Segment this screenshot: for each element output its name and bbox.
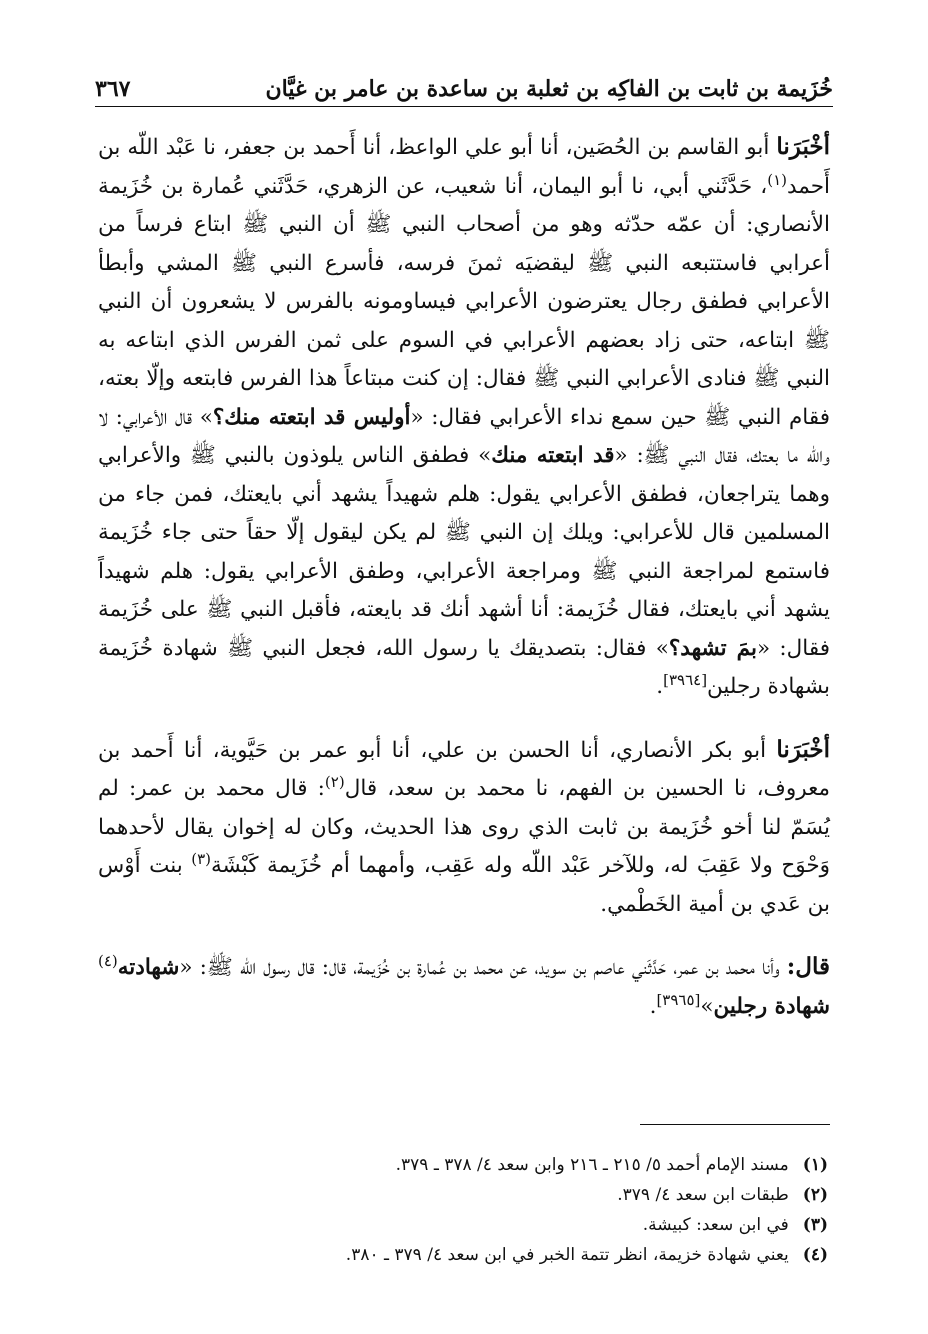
footnote-number: (٣) <box>802 1215 828 1235</box>
hadith-number-3965: [٣٩٦٥] <box>656 990 701 1009</box>
footnote-text: طبقات ابن سعد ٤/ ٣٧٩. <box>617 1185 789 1205</box>
hadith-number-3964: [٣٩٦٤] <box>663 670 708 689</box>
footnote-number: (٤) <box>802 1245 828 1265</box>
footnote-ref-4[interactable]: (٤) <box>98 951 118 970</box>
paragraph-2-lead: أخْبَرَنا <box>776 735 830 763</box>
paragraph-3-text-2: » <box>700 993 714 1019</box>
paragraph-1-text-2: ، حَدَّثَني أبي، نا أبو اليمان، أنا شعيب، عن الزهري، حَدَّثَني عُمارة بن خُزَيمة الأنصاري: أن عمّه حدّثه وهو من أصحاب النبي ﷺ أن النبي ﷺ ابتاع فرساً من أعرابي فاستتبعه النبي ﷺ ليقضيَه ثمنَ فرسه، فأسرع النبي ﷺ المشي وأبطأ الأعرابي فطفق رجال يعترضون الأعرابي فيساومونه بالفرس لا يشعرون أن النبي ﷺ ابتاعه، حتى زاد بعضهم الأعرابي في السوم على ثمن الفرس الذي ابتاعه به النبي ﷺ فنادى الأعرابي النبي ﷺ فقال: إن كنت مبتاعاً هذا الفرس فابتعه وإلّا بعته، فقام النبي ﷺ حين سمع نداء الأعرابي فقال: « <box>98 173 830 430</box>
footnote-4 <box>98 1240 828 1270</box>
footnote-number: (٢) <box>802 1185 828 1205</box>
paragraph-2-text-2: : قال محمد بن عمر: لم يُسَمّ لنا أخو خُزَيمة بن ثابت الذي روى هذا الحديث، وكان له إخوان يقال لأحدهما وَحْوَح ولا عَقِبَ له، وللآخر عَبْد اللّه وله عَقِب، وأمهما أم خُزَيمة كَبْشَة <box>98 776 830 878</box>
paragraph-1 <box>98 128 830 707</box>
paragraph-1-text-4: » فطفق الناس يلوذون بالنبي ﷺ والأعرابي وهما يتراجعان، فطفق الأعرابي يقول: هلم شهيداً يشهد أني بايعتك، فمن جاء من المسلمين قال للأعرابي: ويلك إن النبي ﷺ لم يكن ليقول إلّا حقاً حتى جاء خُزَيمة فاستمع لمراجعة النبي ﷺ ومراجعة الأعرابي، وطفق الأعرابي يقول: هلم شهيداً يشهد أني بايعتك، فقال خُزَيمة: أنا أشهد أنك قد بايعته، فأقبل النبي ﷺ على خُزَيمة فقال: « <box>98 443 830 661</box>
paragraph-1-text-5: » فقال: بتصديقك يا رسول الله، فجعل النبي ﷺ شهادة خُزَيمة بشهادة رجلين <box>98 635 830 699</box>
paragraph-1-lead: أخْبَرَنا <box>776 133 830 160</box>
footnote-3 <box>98 1210 828 1240</box>
page-number: ٣٦٧ <box>95 76 131 102</box>
footnote-ref-2[interactable]: (٢) <box>324 772 345 791</box>
paragraph-2-text-1: أبو بكر الأنصاري، أنا الحسن بن علي، أنا أبو عمر بن حَيَّوية، أنا أَحمد بن معروف، نا الحسين بن الفهم، نا محمد بن سعد، قال <box>98 737 830 801</box>
footnote-text: في ابن سعد: كبيشة. <box>642 1215 789 1235</box>
paragraph-3-text-3: . <box>649 993 657 1019</box>
footnotes <box>98 1150 828 1270</box>
footnote-ref-1[interactable]: (١) <box>767 170 788 189</box>
footnote-text: مسند الإمام أحمد ٥/ ٢١٥ ـ ٢١٦ وابن سعد ٤/ ٣٧٨ ـ ٣٧٩. <box>395 1155 789 1175</box>
quote-3: بمَ تشهد؟ <box>668 635 757 661</box>
main-text <box>98 128 830 1026</box>
quote-5: شهادة رجلين <box>713 993 830 1019</box>
paragraph-2 <box>98 731 830 925</box>
paragraph-1-text-3: » قال الأعرابي: لا والله ما بعتك، فقال النبي ﷺ: « <box>98 404 830 468</box>
paragraph-2-text-3: بنت أَوْس بن عَدي بن أمية الخَطْمي. <box>98 853 830 917</box>
paragraph-1-text-6: . <box>656 674 664 699</box>
quote-4: شهادته <box>117 955 180 980</box>
running-header <box>95 62 833 102</box>
footnote-2 <box>98 1180 828 1210</box>
footnote-text: يعني شهادة خزيمة، انظر تتمة الخبر في ابن سعد ٤/ ٣٧٩ ـ ٣٨٠. <box>345 1245 789 1265</box>
header-rule <box>95 106 833 107</box>
footnote-ref-3[interactable]: (٣) <box>191 849 212 868</box>
paragraph-3 <box>98 948 830 1026</box>
paragraph-3-text-1: وأنا محمد بن عمر، حَدَّثَني عاصم بن سويد، عن محمد بن عُمارة بن خُزَيمة، قال: قال رسول الله ﷺ: « <box>179 955 787 980</box>
footnote-number: (١) <box>802 1155 828 1175</box>
quote-1: أوليس قد ابتعته منك؟ <box>212 404 411 430</box>
paragraph-3-lead: قال: <box>786 953 830 980</box>
paragraph-1-text-1: أبو القاسم بن الحُصَين، أنا أبو علي الواعظ، أنا أَحمد بن جعفر، نا عَبْد اللّه بن أَحمد <box>98 135 830 199</box>
quote-2: قد ابتعته منك <box>491 443 615 468</box>
footnote-rule <box>640 1124 830 1125</box>
footnote-1 <box>98 1150 828 1180</box>
header-title: خُزَيمة بن ثابت بن الفاكِه بن ثعلبة بن ساعدة بن عامر بن غيَّان <box>265 76 833 102</box>
